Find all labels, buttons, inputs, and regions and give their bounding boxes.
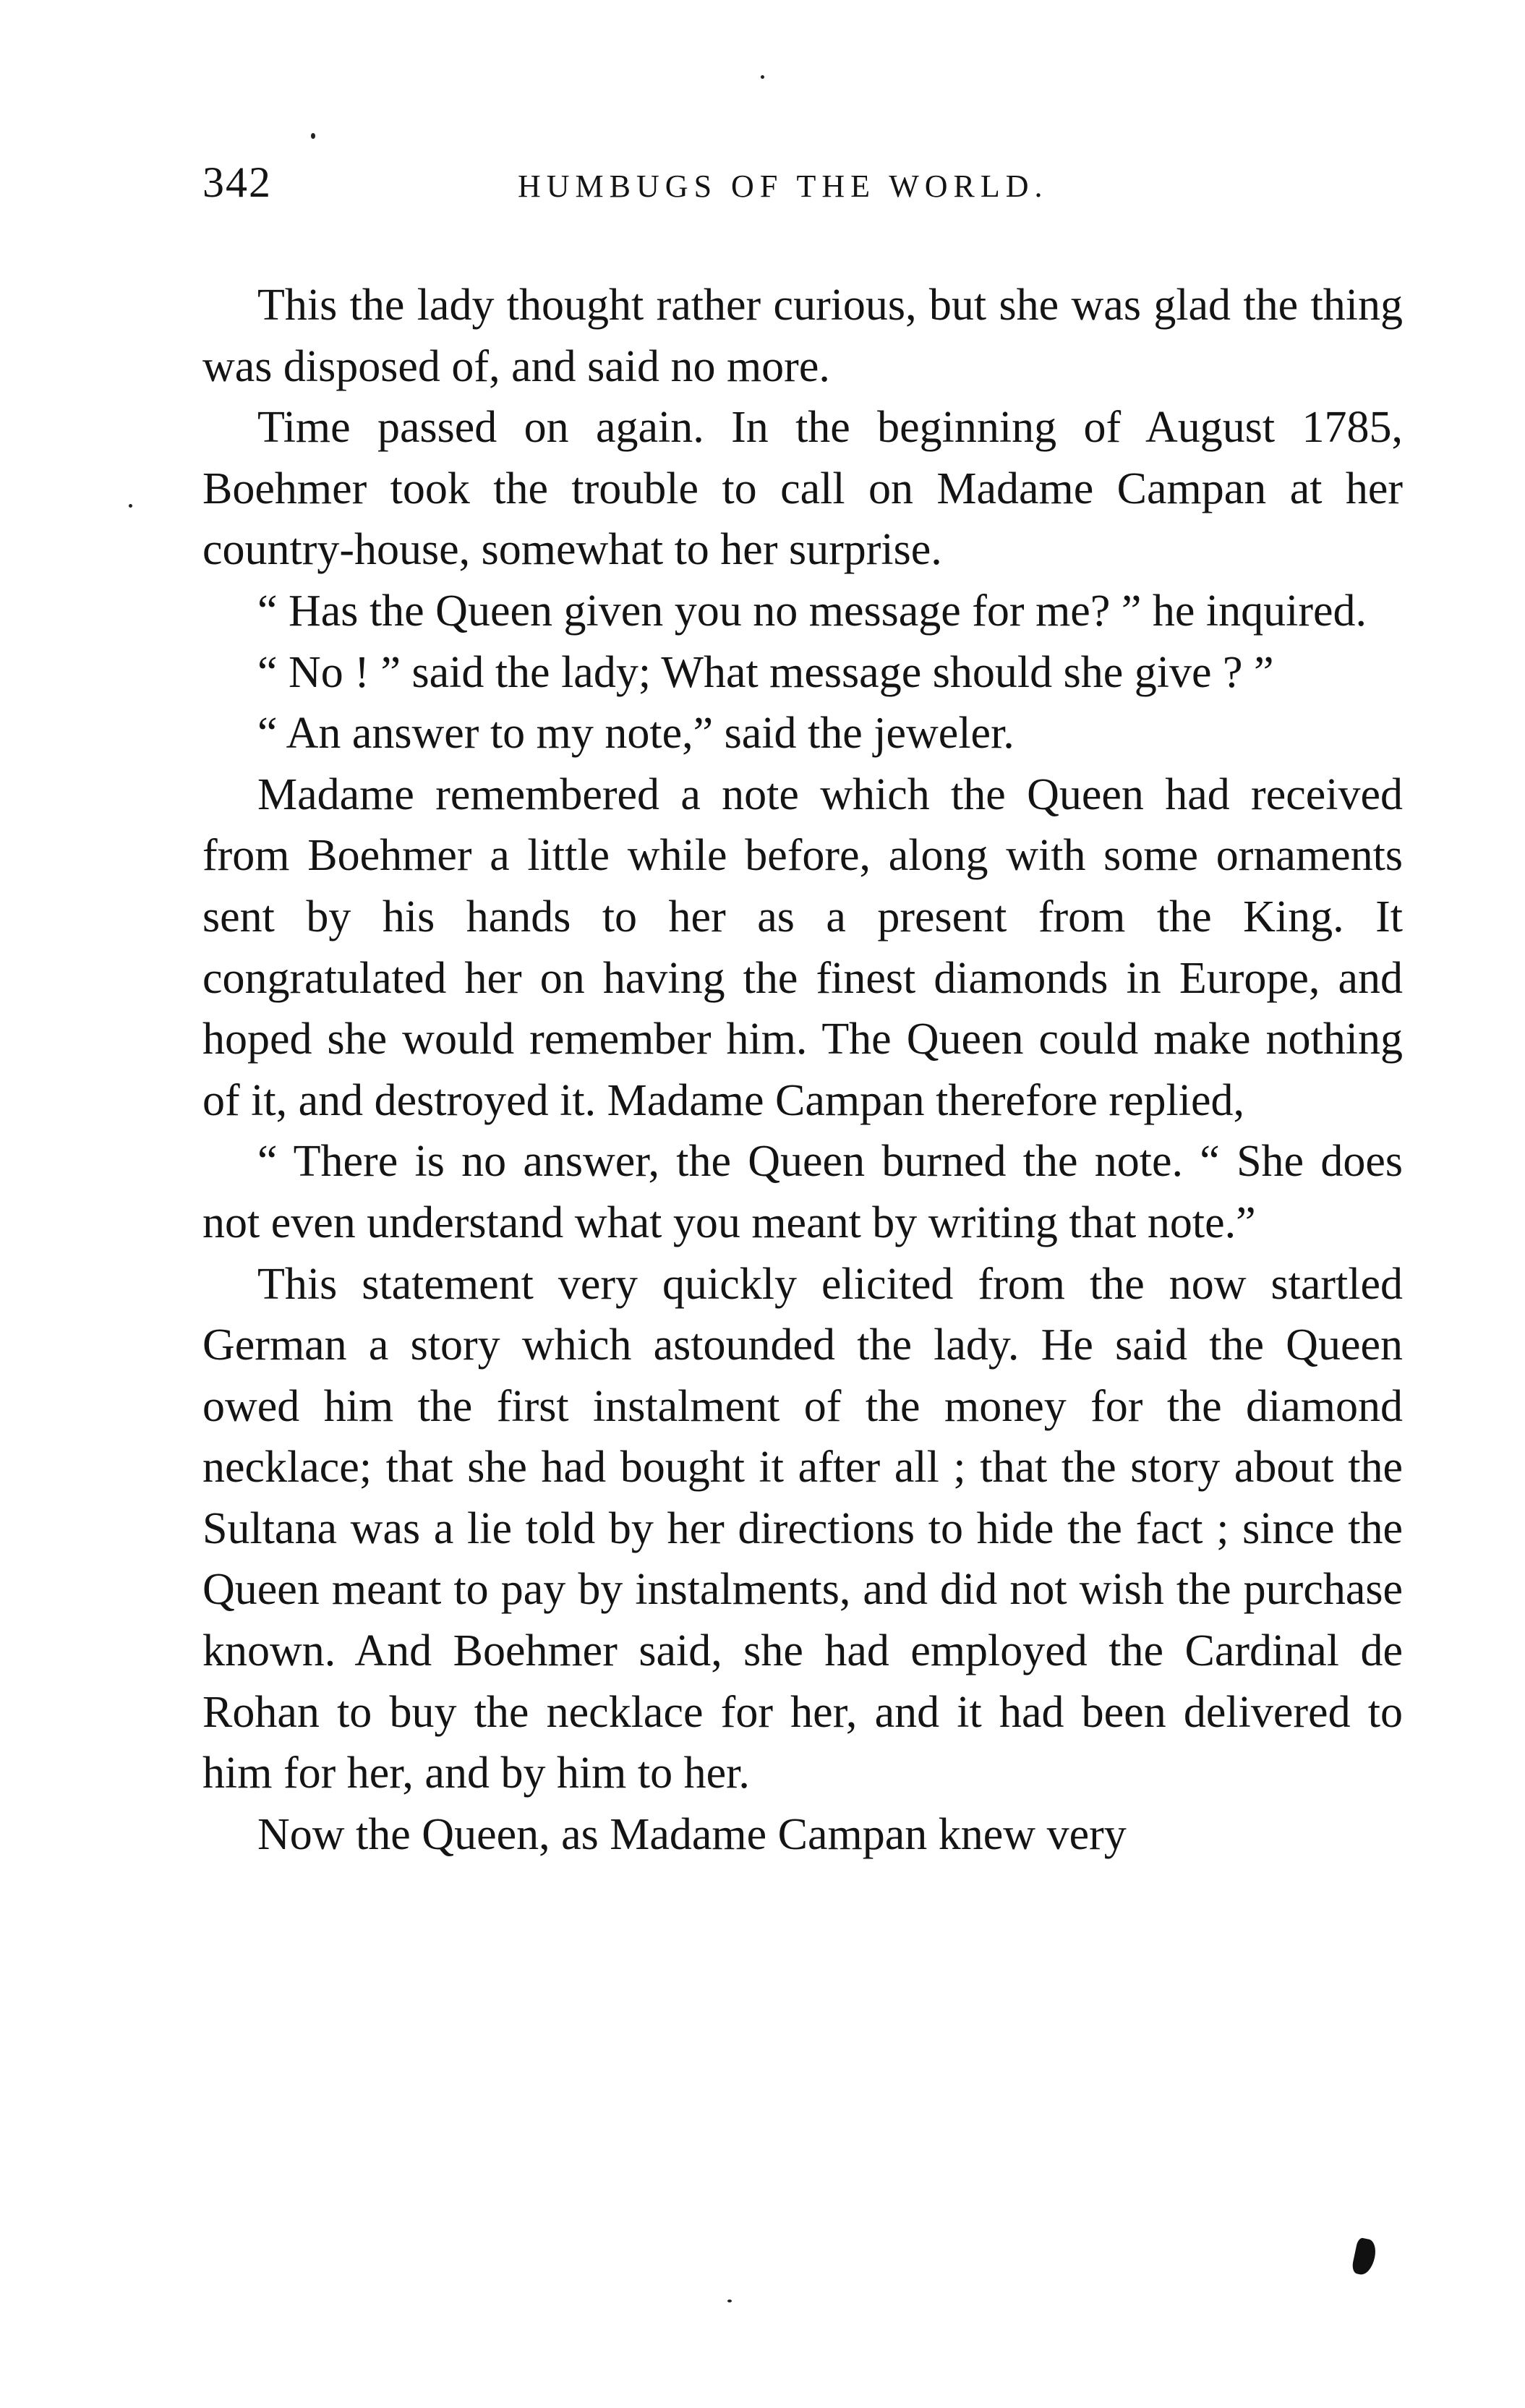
paragraph: Now the Queen, as Madame Campan knew very bbox=[257, 1809, 1127, 1859]
print-speck bbox=[129, 504, 132, 508]
paragraph: Madame remembered a note which the Queen had received from Boehmer a little while before, along with some ornaments sent by his hands to her as a present from the King. It congratulated her on having the finest diamonds in Europe, and hoped she would remember him. The Queen could make nothing of it, and destroyed it. Madame Campan therefore replied, bbox=[202, 769, 1403, 1125]
print-speck bbox=[761, 75, 764, 79]
paragraph: This the lady thought rather curious, but she was glad the thing was disposed of, and said no more. bbox=[202, 281, 1403, 391]
page-number: 342 bbox=[202, 158, 272, 206]
page-header bbox=[202, 158, 1403, 223]
running-title: HUMBUGS OF THE WORLD. bbox=[518, 168, 1048, 204]
body-text bbox=[202, 275, 1403, 1865]
paragraph: “ There is no answer, the Queen burned the note. “ She does not even understand what you meant by writing that note.” bbox=[202, 1137, 1403, 1247]
print-speck bbox=[311, 133, 315, 139]
ink-blot bbox=[1351, 2237, 1378, 2277]
paragraph: “ No ! ” said the lady; What message should she give ? ” bbox=[257, 647, 1274, 697]
paragraph: This statement very quickly elicited from the now startled German a story which astounded the lady. He said the Queen owed him the first instalment of the money for the diamond necklace; that she had bought it after all ; that the story about the Sultana was a lie told by her directions to hide the fact ; since the Queen meant to pay by instalments, and did not wish the purchase known. And Boehmer said, she had employed the Cardinal de Rohan to buy the necklace for her, and it had been delivered to him for her, and by him to her. bbox=[202, 1259, 1403, 1798]
paragraph: Time passed on again. In the beginning of August 1785, Boehmer took the trouble to call on Madame Campan at her country-house, somewhat to her surprise. bbox=[202, 403, 1403, 575]
paragraph: “ Has the Queen given you no message for me? ” he inquired. bbox=[257, 586, 1367, 636]
paragraph: “ An answer to my note,” said the jeweler. bbox=[257, 709, 1014, 759]
print-speck bbox=[727, 2300, 732, 2302]
